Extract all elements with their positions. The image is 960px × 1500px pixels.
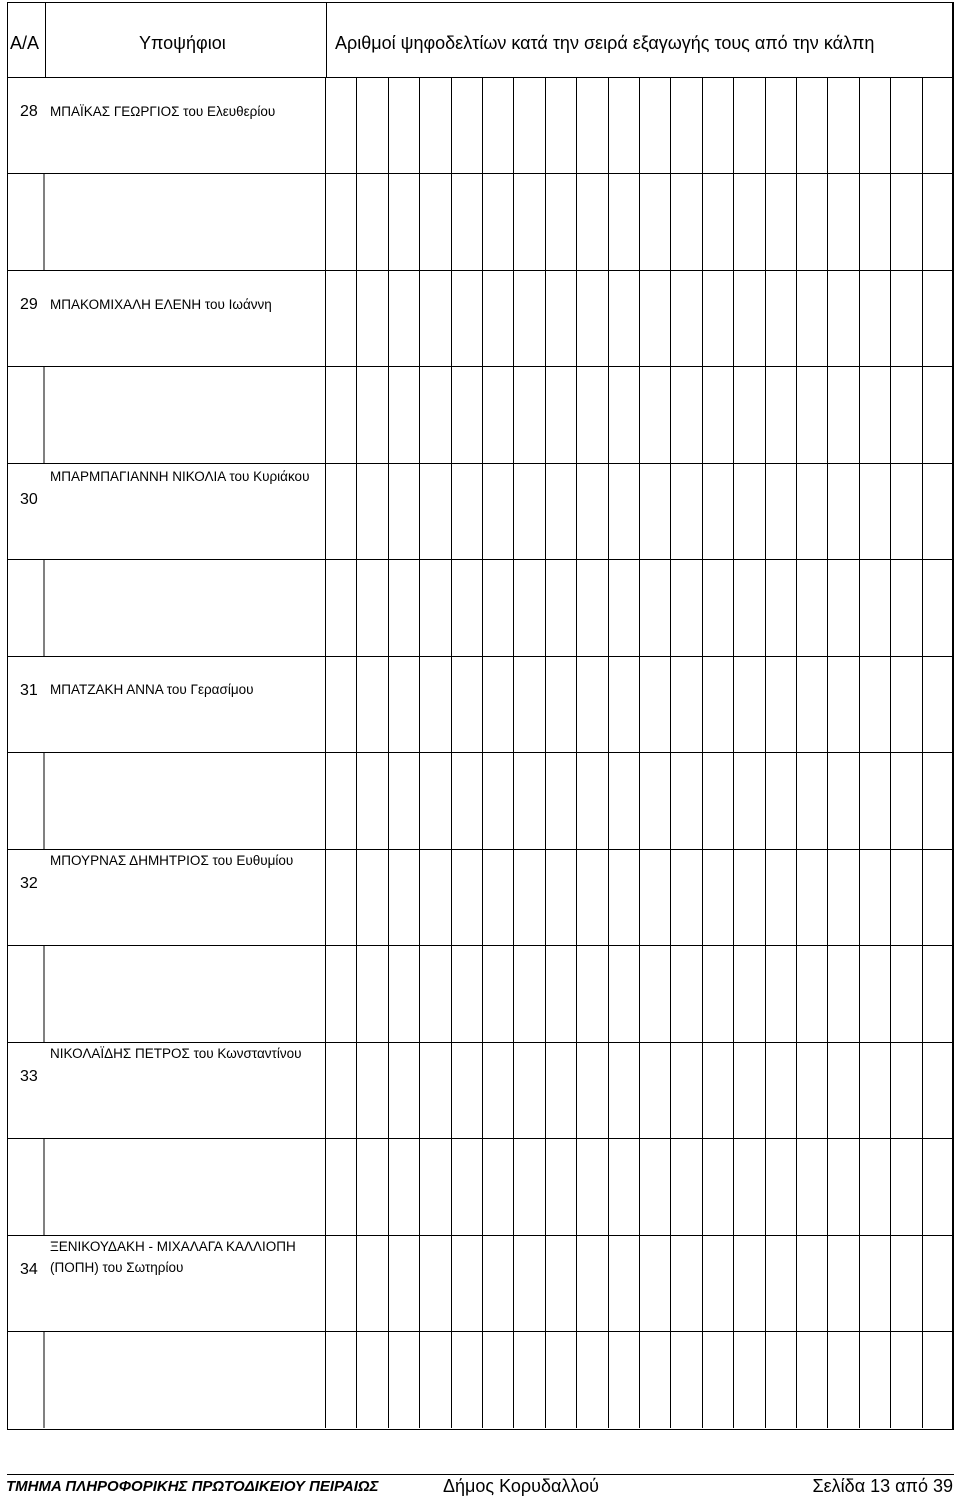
footer-municipality: Δήμος Κορυδαλλού (443, 1476, 599, 1496)
candidate-name: ΜΠΑΤΖΑΚΗ ΑΝΝΑ του Γερασίμου (50, 682, 254, 697)
ballot-tally-grid (7, 77, 954, 1430)
candidate-number: 29 (20, 296, 38, 313)
header-divider (45, 3, 46, 77)
candidate-number: 33 (20, 1068, 38, 1085)
candidate-number: 34 (20, 1261, 38, 1278)
candidate-name: ΜΠΑΡΜΠΑΓΙΑΝΝΗ ΝΙΚΟΛΙΑ του Κυριάκου (50, 469, 310, 484)
footer-rule (7, 1474, 954, 1475)
header-aa: Α/Α (10, 33, 40, 53)
header-candidates: Υποψήφιοι (139, 33, 226, 53)
tally-grid-lines (7, 77, 954, 1430)
candidate-number: 28 (20, 103, 38, 120)
candidate-name: ΞΕΝΙΚΟΥΔΑΚΗ - ΜΙΧΑΛΑΓΑ ΚΑΛΛΙΟΠΗ (ΠΟΠΗ) του Σωτηρίου (50, 1239, 296, 1275)
header-ballots: Αριθμοί ψηφοδελτίων κατά την σειρά εξαγωγής τους από την κάλπη (335, 33, 875, 53)
candidate-number: 32 (20, 875, 38, 892)
candidate-name: ΜΠΟΥΡΝΑΣ ΔΗΜΗΤΡΙΟΣ του Ευθυμίου (50, 853, 294, 868)
candidate-name: ΝΙΚΟΛΑΪΔΗΣ ΠΕΤΡΟΣ του Κωνσταντίνου (50, 1046, 302, 1061)
candidate-name: ΜΠΑΪΚΑΣ ΓΕΩΡΓΙΟΣ του Ελευθερίου (50, 104, 276, 119)
candidate-number: 31 (20, 682, 38, 699)
header-divider (326, 3, 327, 77)
footer-page-number: Σελίδα 13 από 39 (812, 1476, 953, 1496)
page-footer (0, 1474, 960, 1500)
candidate-name: ΜΠΑΚΟΜΙΧΑΛΗ ΕΛΕΝΗ του Ιωάννη (50, 297, 272, 312)
footer-department: ΤΜΗΜΑ ΠΛΗΡΟΦΟΡΙΚΗΣ ΠΡΩΤΟΔΙΚΕΙΟΥ ΠΕΙΡΑΙΩΣ (6, 1478, 379, 1495)
table-header (7, 2, 954, 78)
candidate-number: 30 (20, 491, 38, 508)
